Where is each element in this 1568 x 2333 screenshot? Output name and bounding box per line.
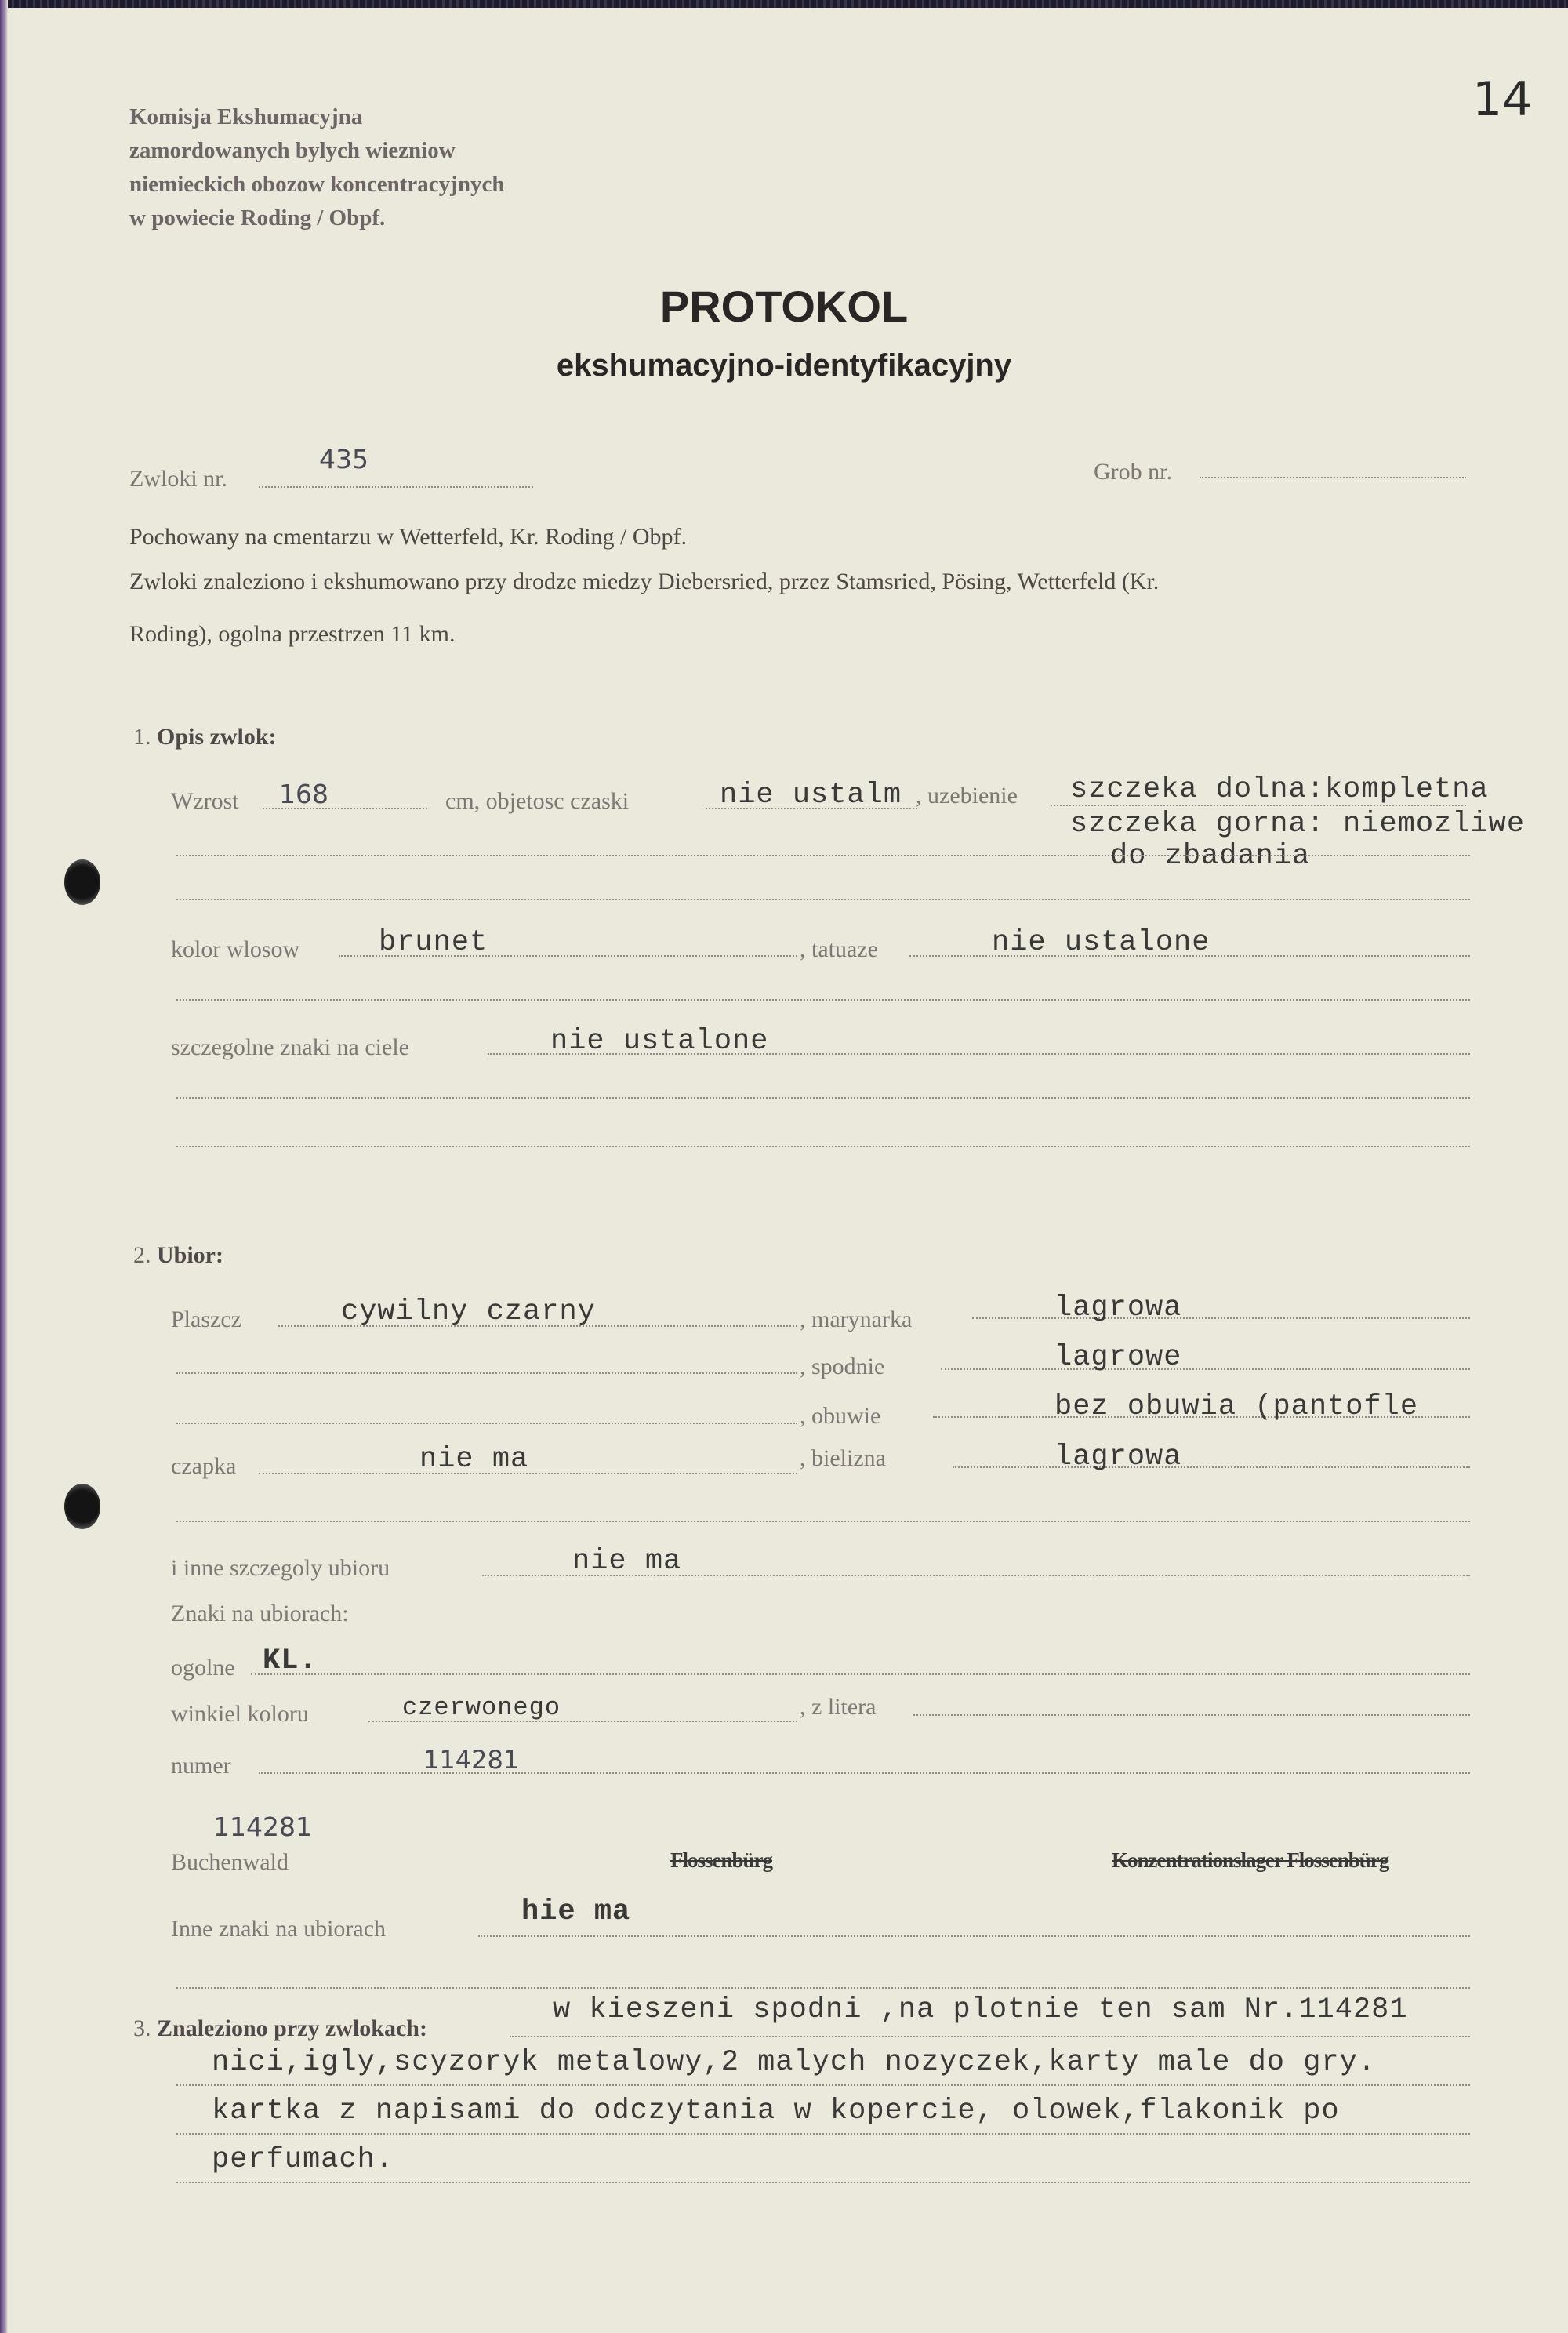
litera-line xyxy=(913,1714,1470,1716)
section-1-number: 1. xyxy=(133,724,151,750)
znaki-line-2 xyxy=(176,1097,1470,1099)
ubior-line xyxy=(176,1521,1470,1522)
grob-line xyxy=(1200,477,1466,478)
wzrost-value: 168 xyxy=(279,779,328,809)
plaszcz-label: Plaszcz xyxy=(171,1306,241,1332)
znaleziono-line-1-text: w kieszeni spodni ,na plotnie ten sam Nr.114281 xyxy=(553,1993,1408,2026)
grob-label: Grob nr. xyxy=(1094,459,1172,485)
section-3-number: 3. xyxy=(133,2015,151,2041)
page-number: 14 xyxy=(1472,72,1533,127)
znaki-line-3 xyxy=(176,1146,1470,1147)
obuwie-value: bez obuwia (pantofle xyxy=(1054,1390,1419,1423)
punch-hole-bottom xyxy=(64,1484,100,1529)
czapka-label: czapka xyxy=(171,1453,237,1479)
marynarka-label: , marynarka xyxy=(800,1306,913,1332)
inne-znaki-label: Inne znaki na ubiorach xyxy=(171,1916,387,1942)
struck-text-2: Konzentrationslager Flossenbürg xyxy=(1112,1848,1389,1872)
bielizna-line xyxy=(953,1466,1470,1468)
document-subtitle: ekshumacyjno-identyfikacyjny xyxy=(556,348,1012,383)
uzebienie-line-1: szczeka dolna:kompletna xyxy=(1070,773,1489,806)
numer-label: numer xyxy=(171,1753,231,1779)
znaleziono-line-1 xyxy=(510,2036,1470,2037)
znaleziono-line-3-text: kartka z napisami do odczytania w kopercie, olowek,flakonik po xyxy=(212,2095,1340,2128)
struck-text-1: Flossenbürg xyxy=(670,1848,773,1872)
ogolne-value: KL. xyxy=(263,1644,318,1677)
inne-znaki-line xyxy=(478,1935,1470,1937)
burial-line-3: Roding), ogolna przestrzen 11 km. xyxy=(129,621,456,647)
spodnie-line xyxy=(941,1368,1470,1370)
uzebienie-line-3: do zbadania xyxy=(1110,840,1311,873)
opis-line-3 xyxy=(176,899,1470,900)
burial-line-2: Zwloki znaleziono i ekshumowano przy drodze miedzy Diebersried, przez Stamsried, Pösing, Wetterfeld (Kr. xyxy=(129,569,1160,594)
marynarka-line xyxy=(972,1317,1470,1319)
znaleziono-line-2-text: nici,igly,scyzoryk metalowy,2 malych nozyczek,karty male do gry. xyxy=(212,2046,1377,2079)
zwloki-value: 435 xyxy=(319,444,368,474)
wlosy-label: kolor wlosow xyxy=(171,936,300,962)
spodnie-left-line xyxy=(176,1372,797,1374)
winkiel-label: winkiel koloru xyxy=(171,1701,309,1727)
znaki-ubiorach-label: Znaki na ubiorach: xyxy=(171,1601,349,1626)
section-2-heading xyxy=(133,1242,223,1269)
uzebienie-label: , uzebienie xyxy=(916,783,1018,809)
marynarka-value: lagrowa xyxy=(1054,1292,1182,1325)
document-title: PROTOKOL xyxy=(659,282,909,331)
plaszcz-value: cywilny czarny xyxy=(341,1296,596,1328)
section-2-end-line xyxy=(176,1987,1470,1989)
litera-label: , z litera xyxy=(800,1694,877,1720)
section-3-heading xyxy=(133,2015,427,2042)
znaleziono-line-2 xyxy=(176,2084,1470,2086)
ogolne-label: ogolne xyxy=(171,1655,235,1681)
section-2-number: 2. xyxy=(133,1242,151,1268)
obuwie-left-line xyxy=(176,1423,797,1424)
bielizna-value: lagrowa xyxy=(1054,1441,1182,1474)
header-line-1: Komisja Ekshumacyjna xyxy=(129,104,363,129)
numer-value: 114281 xyxy=(423,1745,520,1775)
section-2-title: Ubior: xyxy=(157,1242,223,1268)
czapka-value: nie ma xyxy=(419,1443,529,1476)
tatuaze-label: , tatuaze xyxy=(800,936,878,962)
obuwie-label: , obuwie xyxy=(800,1403,881,1429)
inne-szczegoly-value: nie ma xyxy=(572,1545,682,1578)
scan-top-edge xyxy=(0,0,1568,8)
punch-hole-top xyxy=(64,859,100,905)
inne-szczegoly-label: i inne szczegoly ubioru xyxy=(171,1555,390,1581)
bielizna-label: , bielizna xyxy=(800,1445,886,1471)
zwloki-line xyxy=(259,486,533,488)
header-line-2: zamordowanych bylych wiezniow xyxy=(129,138,456,163)
zwloki-label: Zwloki nr. xyxy=(129,466,227,492)
burial-line-1: Pochowany na cmentarzu w Wetterfeld, Kr. Roding / Obpf. xyxy=(129,524,688,550)
handwritten-number: 114281 xyxy=(213,1812,312,1842)
spodnie-value: lagrowe xyxy=(1054,1341,1182,1374)
znaleziono-line-4-text: perfumach. xyxy=(212,2143,394,2176)
inne-znaki-value: hie ma xyxy=(521,1895,631,1928)
cm-czaszka-label: cm, objetosc czaski xyxy=(445,788,630,814)
opis-line-2 xyxy=(176,855,1470,856)
header-line-4: w powiecie Roding / Obpf. xyxy=(129,205,386,231)
tatuaze-value: nie ustalone xyxy=(992,926,1210,959)
wlosy-line-2 xyxy=(176,999,1470,1001)
header-line-3: niemieckich obozow koncentracyjnych xyxy=(129,172,505,197)
ogolne-line xyxy=(251,1673,1470,1675)
uzebienie-line-2: szczeka gorna: niemozliwe xyxy=(1070,808,1526,841)
znaki-cialo-label: szczegolne znaki na ciele xyxy=(171,1034,409,1060)
spodnie-label: , spodnie xyxy=(800,1354,885,1379)
section-1-title: Opis zwlok: xyxy=(157,724,277,750)
wlosy-value: brunet xyxy=(379,926,488,959)
czaszka-value: nie ustalm xyxy=(720,779,902,812)
buchenwald-label: Buchenwald xyxy=(171,1849,289,1875)
znaleziono-line-3 xyxy=(176,2133,1470,2135)
winkiel-value: czerwonego xyxy=(402,1693,561,1722)
znaki-cialo-value: nie ustalone xyxy=(550,1025,769,1058)
wzrost-label: Wzrost xyxy=(171,788,239,814)
section-1-heading xyxy=(133,724,277,750)
section-3-title: Znaleziono przy zwlokach: xyxy=(157,2015,427,2041)
znaleziono-line-4 xyxy=(176,2182,1470,2183)
